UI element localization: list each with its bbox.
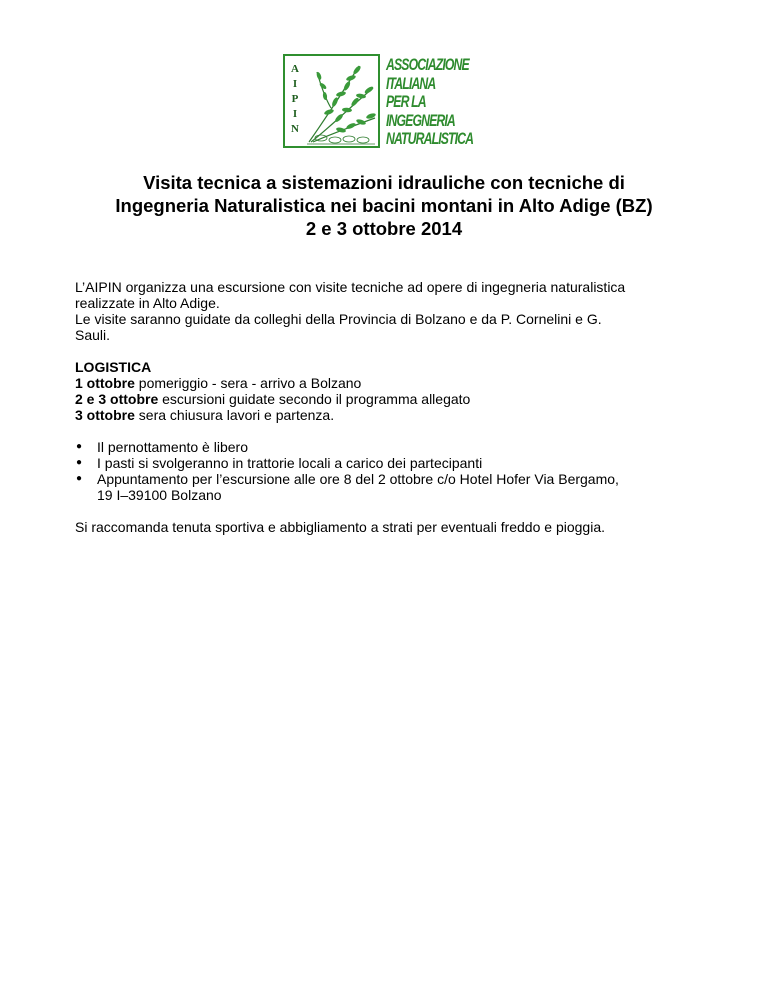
logistica-text: pomeriggio - sera - arrivo a Bolzano [134,375,362,391]
logo-text-line: NATURALISTICA [386,129,474,148]
document-title [60,171,708,240]
logistica-text: escursioni guidate secondo il programma allegato [158,391,471,407]
bullet-icon: ● [76,441,83,452]
bullet-list [75,439,715,503]
list-item-text: Appuntamento per l’escursione alle ore 8 del 2 ottobre c/o Hotel Hofer Via Bergamo, [97,471,619,487]
logo-letter: A [291,63,299,75]
logo-frame [283,54,380,148]
logo-letter: I [292,78,298,90]
logo-letter: I [292,108,298,120]
plant-branches-icon [301,58,379,146]
list-item [75,439,715,455]
logistica-item [75,391,715,407]
list-item-text: I pasti si svolgeranno in trattorie locali a carico dei partecipanti [97,455,483,471]
list-item-text: 19 I–39100 Bolzano [97,487,222,503]
logistica-date: 3 ottobre [75,407,135,423]
logo-wordmark [386,56,486,149]
bullet-icon: ● [76,473,83,484]
logo-text-line: ITALIANA [386,73,436,93]
document-body [75,279,715,535]
logo-acronym [289,64,301,135]
title-line: 2 e 3 ottobre 2014 [305,218,463,239]
list-item [75,455,715,471]
logo-text-line: INGEGNERIA [386,110,455,130]
intro-line: Le visite saranno guidate da colleghi della Provincia di Bolzano e da P. Cornelini e G. [75,311,602,327]
logistica-text: sera chiusura lavori e partenza. [134,407,335,423]
title-line: Visita tecnica a sistemazioni idrauliche con tecniche di [143,172,625,193]
logo-text-line: ASSOCIAZIONE [386,55,469,74]
aipin-logo [283,54,483,150]
list-item [75,471,715,503]
list-item-text: Il pernottamento è libero [97,439,248,455]
logistica-item [75,375,715,391]
logo-letter: P [291,93,299,105]
logo-text-line: PER LA [386,92,426,111]
logistica-date: 1 ottobre [75,375,135,391]
logo-letter: N [291,123,299,135]
logistica-item [75,407,715,423]
logistica-date: 2 e 3 ottobre [75,391,159,407]
intro-line: L’AIPIN organizza una escursione con visite tecniche ad opere di ingegneria naturalistica [75,279,626,295]
intro-line: realizzate in Alto Adige. [75,295,220,311]
logistica-heading: LOGISTICA [75,359,152,375]
intro-line: Sauli. [75,327,111,343]
intro-paragraph [75,279,715,343]
title-line: Ingegneria Naturalistica nei bacini montani in Alto Adige (BZ) [115,195,653,216]
logistica-section [75,359,715,423]
closing-note: Si raccomanda tenuta sportiva e abbigliamento a strati per eventuali freddo e pioggia. [75,519,605,535]
bullet-icon: ● [76,457,83,468]
